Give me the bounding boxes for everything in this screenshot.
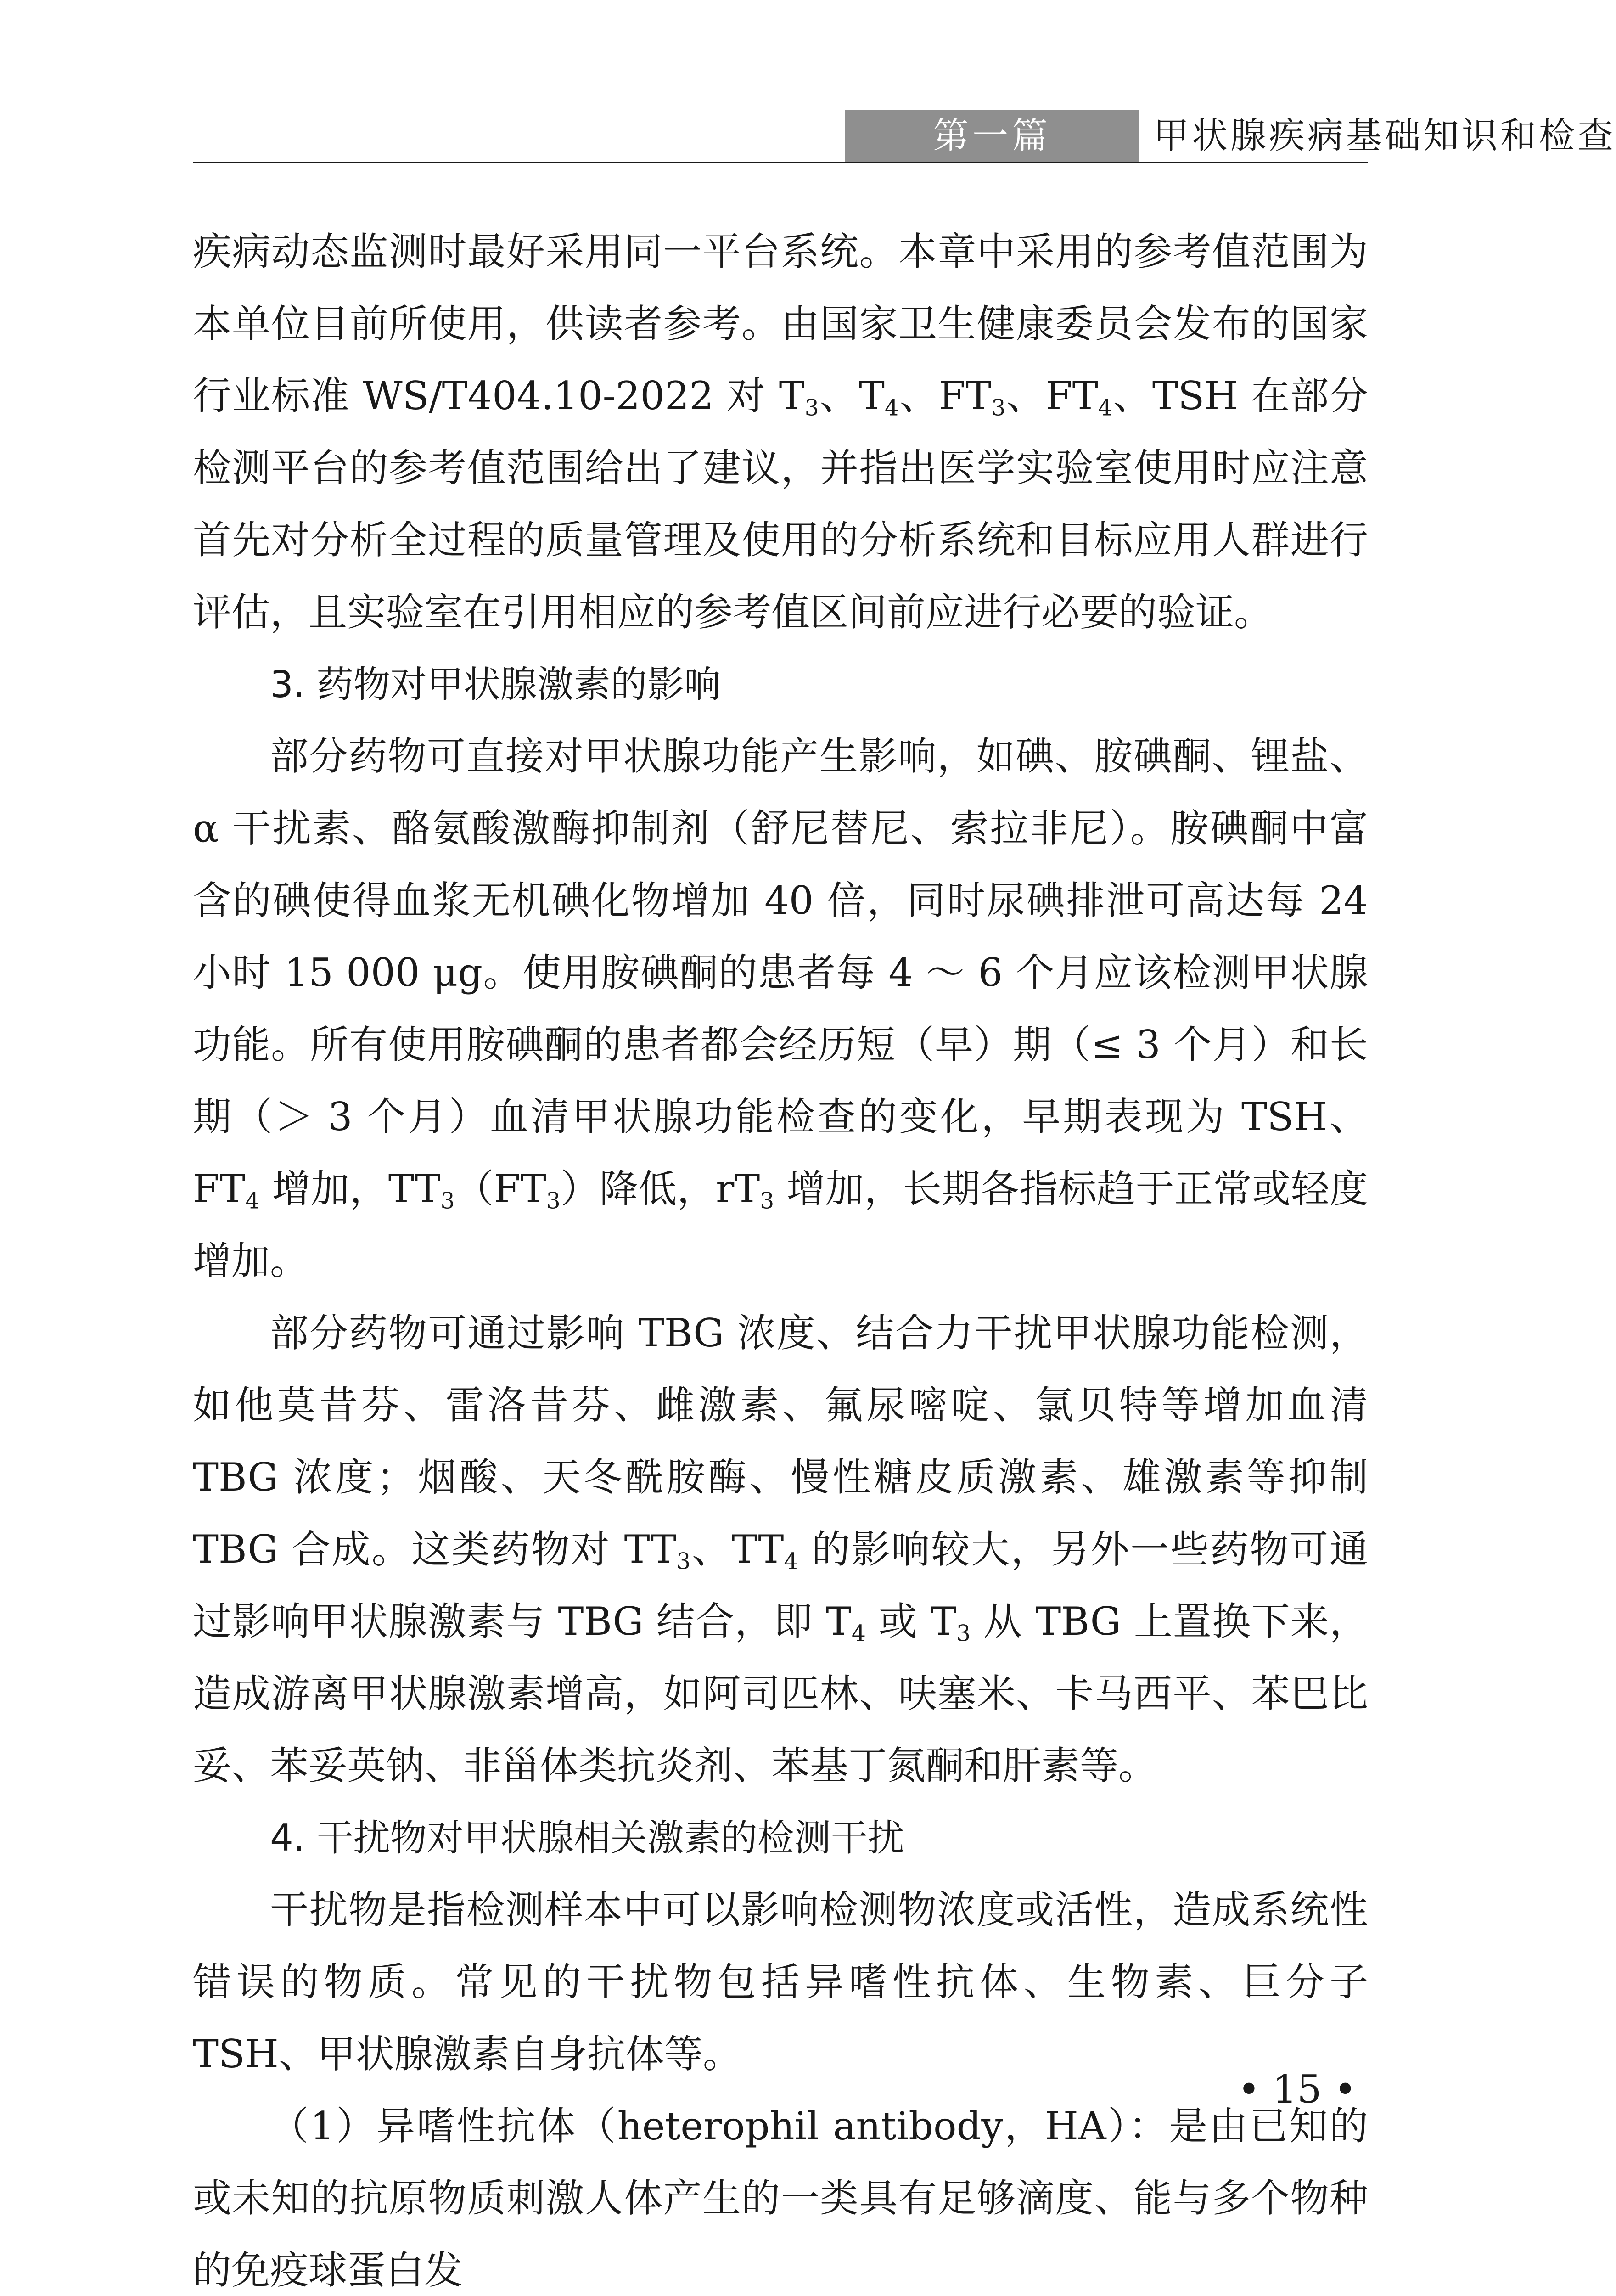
section-heading-drugs: 3. 药物对甲状腺激素的影响 [270,663,721,706]
chapter-label: 第一篇 [845,110,1139,162]
running-header [193,110,1616,163]
paragraph-interferents: 干扰物是指检测样本中可以影响检测物浓度或活性，造成系统性错误的物质。常见的干扰物包括异嗜性抗体、生物素、巨分子 TSH、甲状腺激素自身抗体等。 [193,1887,1368,2077]
page-number: • 15 • [1237,2067,1357,2112]
paragraph-drug-direct-effects: 部分药物可直接对甲状腺功能产生影响，如碘、胺碘酮、锂盐、α 干扰素、酪氨酸激酶抑制剂（舒尼替尼、索拉非尼）。胺碘酮中富含的碘使得血浆无机碘化物增加 40 倍，同时尿碘排泄可高达每 24 小时 15 000 μg。使用胺碘酮的患者每 4 ～ 6 个月应该检测甲状腺功能。所有使用胺碘酮的患者都会经历短（早）期（≤ 3 个月）和长期（＞ 3 个月）血清甲状腺功能检查的变化，早期表现为 TSH、$FT_4$ 增加，$TT_3(FT_3)$降低，$rT_3$ 增加，长期各指标趋于正常或轻度增加。 [193,734,1368,1283]
paragraph-reference-values: 疾病动态监测时最好采用同一平台系统。本章中采用的参考值范围为本单位目前所使用，供读者参考。由国家卫生健康委员会发布的国家行业标准 WS/T404.10-2022 对 $T_3$、$T_4$、$FT_3$、$FT_4$、TSH 在部分检测平台的参考值范围给出了建议，并指出医学实验室使用时应注意首先对分析全过程的质量管理及使用的分析系统和目标应用人群进行评估，且实验室在引用相应的参考值区间前应进行必要的验证。 [193,229,1368,635]
paragraph-heterophil-antibody: （1）异嗜性抗体（heterophil antibody，HA）：是由已知的或未知的抗原物质刺激人体产生的一类具有足够滴度、能与多个物种的免疫球蛋白发 [193,2104,1368,2293]
paragraph-drug-tbg-effects: 部分药物可通过影响 TBG 浓度、结合力干扰甲状腺功能检测，如他莫昔芬、雷洛昔芬、雌激素、氟尿嘧啶、氯贝特等增加血清 TBG 浓度；烟酸、天冬酰胺酶、慢性糖皮质激素、雄激素等抑制 TBG 合成。这类药物对 $TT_3$、$TT_4$ 的影响较大，另外一些药物可通过影响甲状腺激素与 TBG 结合，即 $T_4$ 或 $T_3$ 从 TBG 上置换下来，造成游离甲状腺激素增高，如阿司匹林、呋塞米、卡马西平、苯巴比妥、苯妥英钠、非甾体类抗炎剂、苯基丁氮酮和肝素等。 [193,1311,1368,1788]
section-heading-interference: 4. 干扰物对甲状腺相关激素的检测干扰 [270,1817,904,1859]
page-body [193,216,1368,2296]
header-title: 甲状腺疾病基础知识和检查 [1153,115,1616,157]
